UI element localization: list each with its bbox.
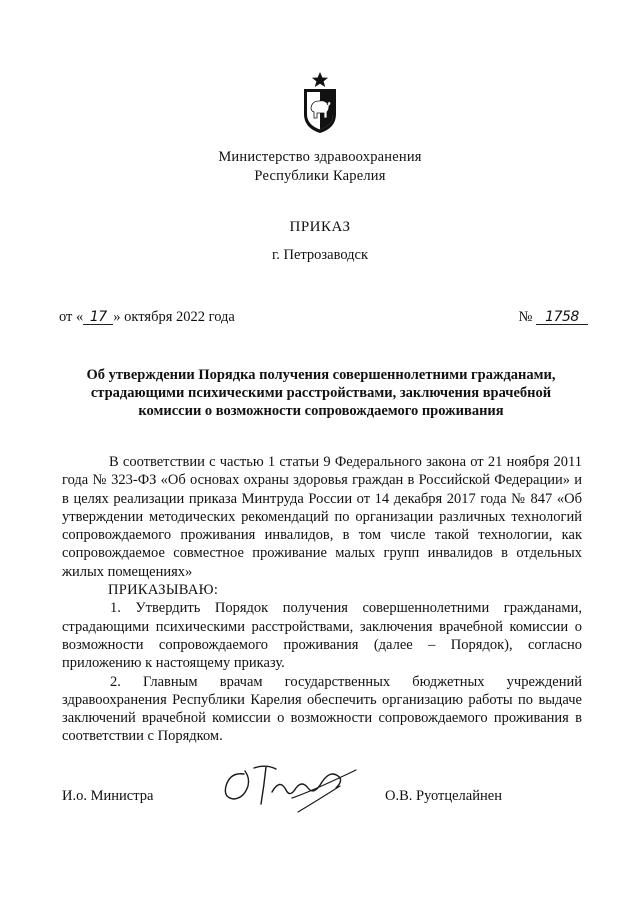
order-body bbox=[62, 453, 582, 746]
signer-role: И.о. Министра bbox=[62, 788, 154, 804]
signer-name: О.В. Руотцелайнен bbox=[385, 788, 502, 804]
date-suffix: » октября 2022 года bbox=[113, 309, 235, 325]
ministry-header bbox=[0, 148, 640, 186]
ministry-name: Министерство здравоохранения bbox=[218, 149, 422, 165]
number-field bbox=[536, 310, 588, 325]
date-day-field bbox=[83, 310, 113, 325]
preamble-paragraph: В соответствии с частью 1 статьи 9 Федерального закона от 21 ноября 2011 года № 323-ФЗ «Об основах охраны здоровья граждан в Российской Федерации» и в целях реализации приказа Минтруда России от 14 декабря 2017 года № 847 «Об утверждении методических рекомендаций по организации различных технологий сопровождаемого проживания инвалидов, в том числе такой технологии, как сопровождаемое совместное проживание малых групп инвалидов в отдельных жилых помещениях» bbox=[62, 454, 582, 580]
order-title bbox=[62, 366, 580, 420]
order-date bbox=[59, 309, 235, 326]
number-handwritten: 1758 bbox=[545, 309, 579, 325]
date-prefix: от « bbox=[59, 309, 84, 325]
date-day-handwritten: 17 bbox=[89, 309, 107, 325]
handwritten-signature bbox=[214, 752, 364, 822]
document-type: ПРИКАЗ bbox=[289, 219, 351, 235]
title-line: страдающими психическими расстройствами, заключения врачебной bbox=[90, 385, 552, 401]
order-item-1: 1. Утвердить Порядок получения совершеннолетними гражданами, страдающими психическими расстройствами, заключения врачебной комиссии о возможности сопровождаемого проживания (далее – Порядок), согласно приложению к настоящему приказу. bbox=[62, 600, 582, 672]
karelia-coat-of-arms-icon bbox=[300, 72, 340, 134]
city-name: г. Петрозаводск bbox=[271, 247, 369, 263]
number-label: № bbox=[518, 309, 533, 325]
order-number bbox=[519, 309, 588, 326]
title-line: Об утверждении Порядка получения совершеннолетними гражданами, bbox=[86, 367, 556, 383]
order-item-2: 2. Главным врачам государственных бюджетных учреждений здравоохранения Республики Карелия обеспечить организацию работы по выдаче заключений врачебной комиссии о возможности сопровождаемого проживания в соответствии с Порядком. bbox=[62, 673, 582, 745]
republic-name: Республики Карелия bbox=[254, 168, 386, 184]
order-word: ПРИКАЗЫВАЮ: bbox=[108, 582, 219, 599]
title-line: комиссии о возможности сопровождаемого проживания bbox=[138, 403, 504, 419]
